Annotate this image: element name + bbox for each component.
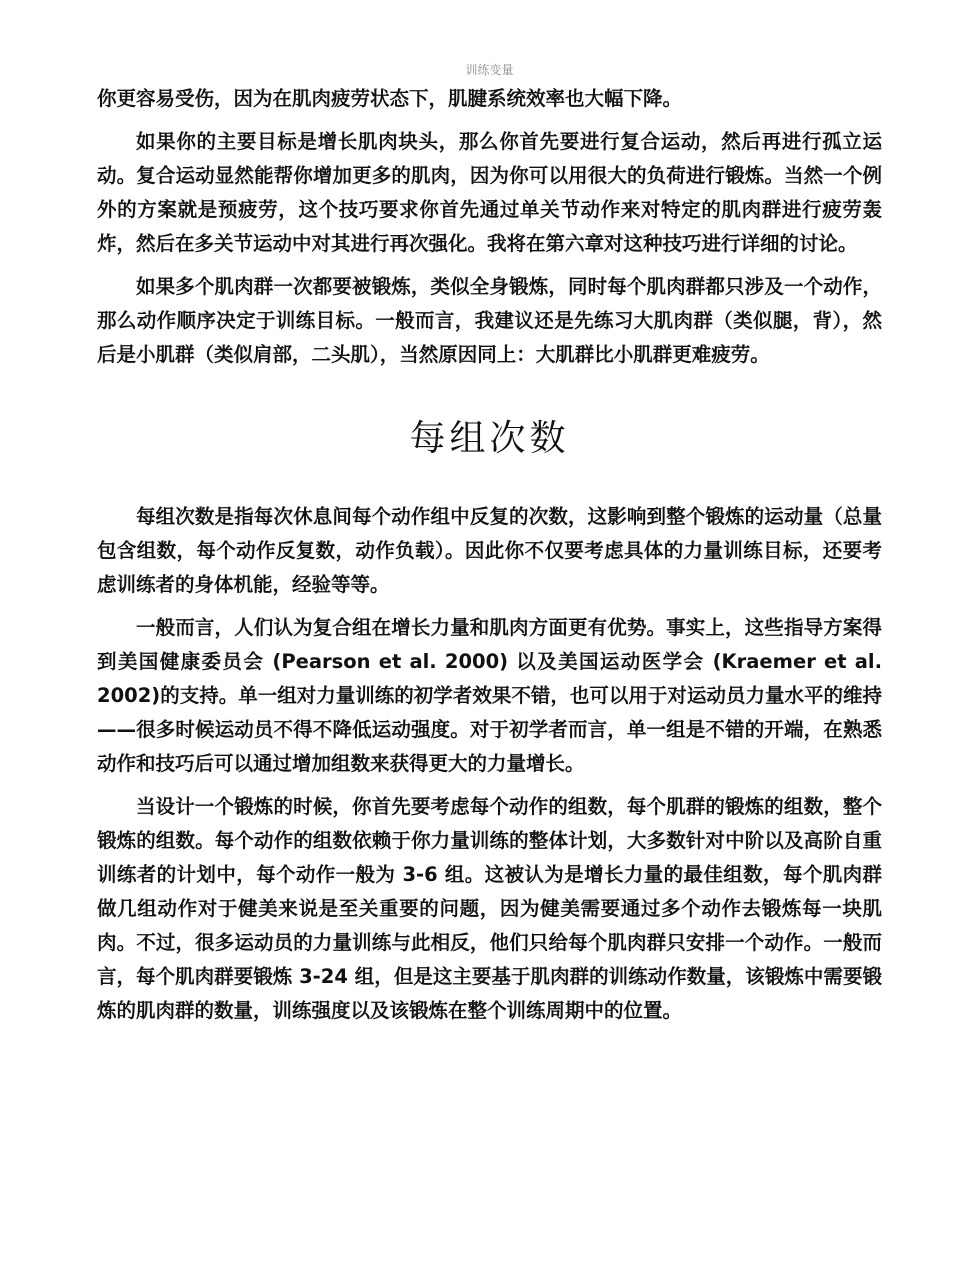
page-body xyxy=(97,82,882,1037)
running-header: 训练变量 xyxy=(465,63,514,77)
paragraph-multiple-sets: 一般而言，人们认为复合组在增长力量和肌肉方面更有优势。事实上，这些指导方案得到美国健康委员会 (Pearson et al. 2000) 以及美国运动医学会 (Kraemer et al. 2002)的支持。单一组对力量训练的初学者效果不错，也可以用于对运动员力量水平的维持——很多时候运动员不得不降低运动强度。对于初学者而言，单一组是不错的开端，在熟悉动作和技巧后可以通过增加组数来获得更大的力量增长。 xyxy=(97,616,882,775)
paragraph-set-design: 当设计一个锻炼的时候，你首先要考虑每个动作的组数，每个肌群的锻炼的组数，整个锻炼的组数。每个动作的组数依赖于你力量训练的整体计划，大多数针对中阶以及高阶自重训练者的计划中，每个动作一般为 3-6 组。这被认为是增长力量的最佳组数，每个肌肉群做几组动作对于健美来说是至关重要的问题，因为健美需要通过多个动作去锻炼每一块肌肉。不过，很多运动员的力量训练与此相反，他们只给每个肌肉群只安排一个动作。一般而言，每个肌肉群要锻炼 3-24 组，但是这主要基于肌肉群的训练动作数量，该锻炼中需要锻炼的肌肉群的数量，训练强度以及该锻炼在整个训练周期中的位置。 xyxy=(97,795,882,1022)
paragraph-reps-definition: 每组次数是指每次休息间每个动作组中反复的次数，这影响到整个锻炼的运动量（总量包含组数，每个动作反复数，动作负载）。因此你不仅要考虑具体的力量训练目标，还要考虑训练者的身体机能，经验等等。 xyxy=(97,505,882,596)
section-title: 每组次数 xyxy=(409,418,570,459)
paragraph-compound-exercise: 如果你的主要目标是增长肌肉块头，那么你首先要进行复合运动，然后再进行孤立运动。复合运动显然能帮你增加更多的肌肉，因为你可以用很大的负荷进行锻炼。当然一个例外的方案就是预疲劳，这个技巧要求你首先通过单关节动作来对特定的肌肉群进行疲劳轰炸，然后在多关节运动中对其进行再次强化。我将在第六章对这种技巧进行详细的讨论。 xyxy=(97,130,882,255)
paragraph-exercise-order: 如果多个肌肉群一次都要被锻炼，类似全身锻炼，同时每个肌肉群都只涉及一个动作，那么动作顺序决定于训练目标。一般而言，我建议还是先练习大肌肉群（类似腿，背），然后是小肌群（类似肩部，二头肌），当然原因同上：大肌群比小肌群更难疲劳。 xyxy=(97,275,882,366)
paragraph-continued: 你更容易受伤，因为在肌肉疲劳状态下，肌腱系统效率也大幅下降。 xyxy=(97,87,683,110)
